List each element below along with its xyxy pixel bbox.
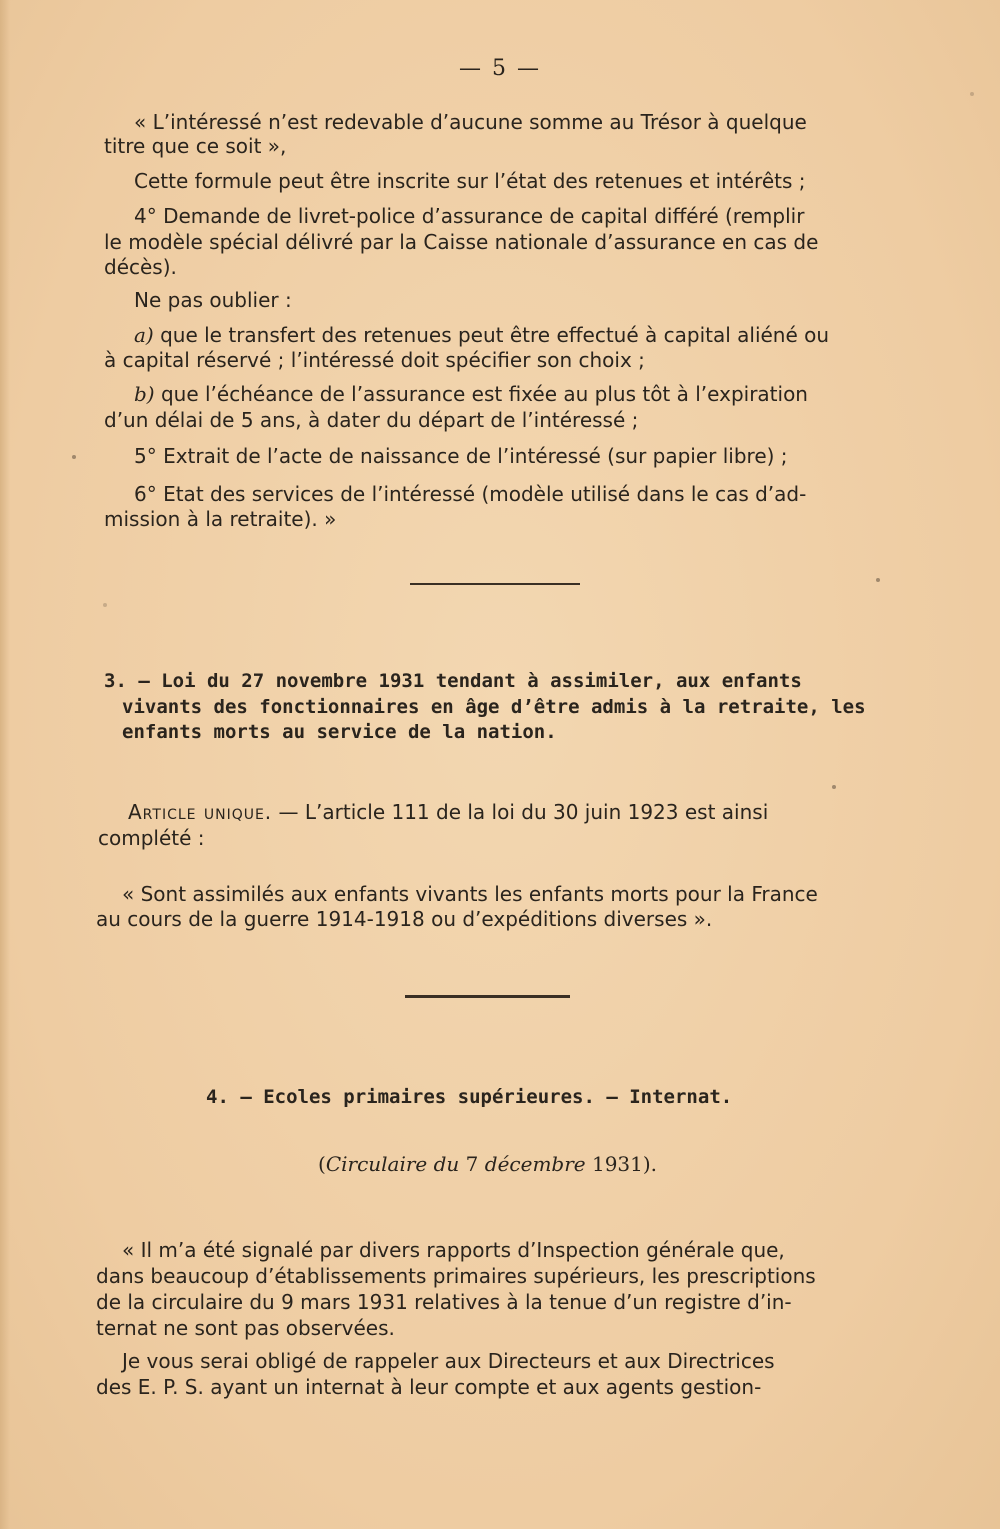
text-line: Ne pas oublier : bbox=[134, 288, 292, 312]
article-text: — L’article 111 de la loi du 30 juin 1923 est ainsi bbox=[272, 800, 769, 824]
circular-day: 7 bbox=[459, 1152, 485, 1176]
circular-label: Circulaire du bbox=[325, 1152, 460, 1176]
page-edge-shadow bbox=[0, 0, 10, 1529]
text-line: Cette formule peut être inscrite sur l’état des retenues et intérêts ; bbox=[134, 169, 806, 193]
text-line: d’un délai de 5 ans, à dater du départ de l’intéressé ; bbox=[104, 408, 639, 432]
circular-month: décembre bbox=[484, 1152, 586, 1176]
section-heading-line: 3. — Loi du 27 novembre 1931 tendant à assimiler, aux enfants bbox=[104, 670, 802, 692]
paper-speck bbox=[970, 92, 974, 96]
item-marker-a: a) bbox=[134, 323, 154, 347]
item-text-a: que le transfert des retenues peut être effectué à capital aliéné ou bbox=[160, 323, 830, 347]
paper-speck bbox=[103, 603, 107, 607]
section-heading-line: enfants morts au service de la nation. bbox=[122, 721, 557, 743]
text-line: des E. P. S. ayant un internat à leur compte et aux agents gestion- bbox=[96, 1375, 762, 1399]
text-line: Je vous serai obligé de rappeler aux Directeurs et aux Directrices bbox=[122, 1349, 775, 1373]
text-line: de la circulaire du 9 mars 1931 relatives à la tenue d’un registre d’in- bbox=[96, 1290, 792, 1314]
paper-speck bbox=[876, 578, 880, 582]
text-line: 4° Demande de livret-police d’assurance de capital différé (remplir bbox=[134, 204, 805, 228]
page-number: — 5 — bbox=[459, 56, 541, 81]
list-item-a bbox=[134, 323, 829, 347]
text-line: mission à la retraite). » bbox=[104, 507, 337, 531]
paper-speck bbox=[72, 455, 76, 459]
text-line: décès). bbox=[104, 255, 177, 279]
text-line: « L’intéressé n’est redevable d’aucune somme au Trésor à quelque bbox=[134, 110, 807, 134]
item-text-b: que l’échéance de l’assurance est fixée au plus tôt à l’expiration bbox=[160, 382, 808, 406]
item-marker-b: b) bbox=[134, 382, 155, 406]
text-line: 6° Etat des services de l’intéressé (modèle utilisé dans le cas d’ad- bbox=[134, 482, 807, 506]
text-line: dans beaucoup d’établissements primaires supérieurs, les prescriptions bbox=[96, 1264, 816, 1288]
text-line: 5° Extrait de l’acte de naissance de l’intéressé (sur papier libre) ; bbox=[134, 444, 788, 468]
section-heading-line: vivants des fonctionnaires en âge d’être admis à la retraite, les bbox=[122, 696, 866, 718]
section-heading: 4. — Ecoles primaires supérieures. — Internat. bbox=[206, 1086, 733, 1108]
text-line: à capital réservé ; l’intéressé doit spécifier son choix ; bbox=[104, 348, 645, 372]
circular-reference bbox=[318, 1152, 657, 1176]
text-line: ternat ne sont pas observées. bbox=[96, 1316, 395, 1340]
circular-paren: ( bbox=[318, 1152, 326, 1176]
list-item-b bbox=[134, 382, 808, 406]
text-line: au cours de la guerre 1914-1918 ou d’expéditions diverses ». bbox=[96, 907, 713, 931]
separator-rule bbox=[410, 583, 580, 585]
text-line: « Il m’a été signalé par divers rapports d’Inspection générale que, bbox=[122, 1238, 785, 1262]
text-line: « Sont assimilés aux enfants vivants les enfants morts pour la France bbox=[122, 882, 818, 906]
article-label: Article unique. bbox=[128, 800, 273, 824]
text-line: complété : bbox=[98, 826, 205, 850]
text-line: titre que ce soit », bbox=[104, 134, 287, 158]
separator-rule bbox=[405, 995, 570, 998]
circular-year: 1931). bbox=[585, 1152, 658, 1176]
paper-speck bbox=[832, 785, 836, 789]
text-line: le modèle spécial délivré par la Caisse nationale d’assurance en cas de bbox=[104, 230, 819, 254]
article-line bbox=[128, 800, 768, 824]
